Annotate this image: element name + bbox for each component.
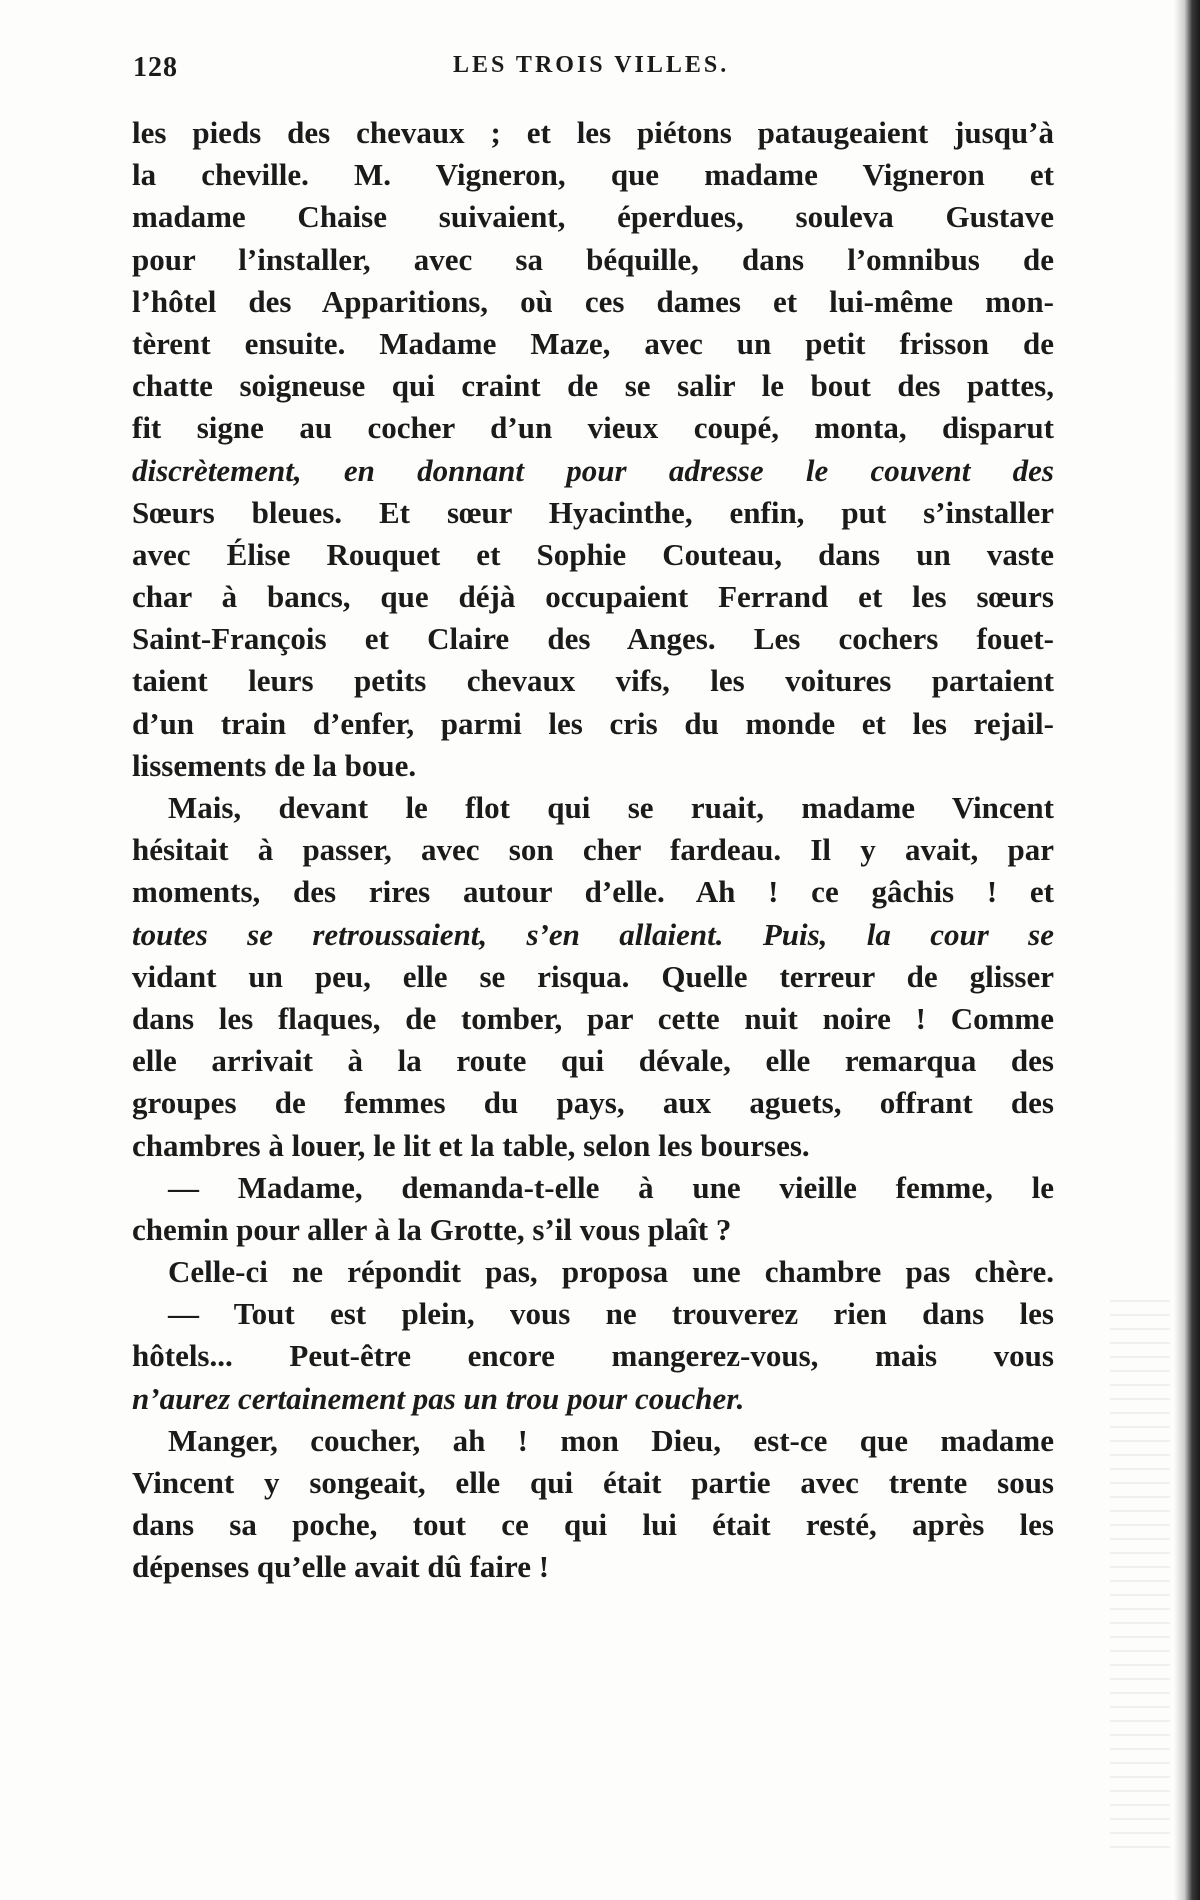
text-line: elle arrivait à la route qui dévale, elle remarqua des [132,1043,1054,1079]
text-line: vidant un peu, elle se risqua. Quelle terreur de glisser [132,958,1054,994]
text-line: dépenses qu’elle avait dû faire ! [132,1549,550,1585]
text-line: Celle-ci ne répondit pas, proposa une chambre pas chère. [168,1254,1054,1290]
text-line: discrètement, en donnant pour adresse le couvent des [132,452,1054,488]
text-line: chatte soigneuse qui craint de se salir le bout des pattes, [132,368,1054,404]
text-line: la cheville. M. Vigneron, que madame Vigneron et [132,157,1054,193]
page-edge-shadow [1174,0,1200,1900]
page-number: 128 [133,52,178,83]
text-line: taient leurs petits chevaux vifs, les voitures partaient [132,663,1054,699]
text-line: dans les flaques, de tomber, par cette nuit noire ! Comme [132,1000,1054,1036]
text-line: Vincent y songeait, elle qui était partie avec trente sous [132,1465,1054,1500]
page-edge-speckle [1110,1300,1170,1860]
text-line: hôtels... Peut-être encore mangerez-vous, mais vous [132,1338,1054,1374]
text-line: Sœurs bleues. Et sœur Hyacinthe, enfin, put s’installer [132,494,1054,530]
text-line: chemin pour aller à la Grotte, s’il vous plaît ? [132,1211,732,1247]
text-line: les pieds des chevaux ; et les piétons pataugeaient jusqu’à [132,115,1054,150]
text-line: n’aurez certainement pas un trou pour coucher. [132,1380,745,1416]
text-line: Manger, coucher, ah ! mon Dieu, est-ce que madame [168,1422,1054,1458]
text-line: — Tout est plein, vous ne trouverez rien dans les [168,1296,1054,1332]
text-line: d’un train d’enfer, parmi les cris du monde et les rejail- [132,705,1054,741]
text-line: dans sa poche, tout ce qui lui était resté, après les [132,1507,1054,1543]
text-line: Mais, devant le flot qui se ruait, madame Vincent [168,790,1054,825]
text-line: toutes se retroussaient, s’en allaient. Puis, la cour se [132,916,1054,952]
text-line: madame Chaise suivaient, éperdues, souleva Gustave [132,199,1054,235]
text-line: lissements de la boue. [132,747,417,783]
text-line: moments, des rires autour d’elle. Ah ! ce gâchis ! et [132,874,1054,910]
text-line: l’hôtel des Apparitions, où ces dames et lui-même mon- [132,283,1054,319]
text-line: chambres à louer, le lit et la table, selon les bourses. [132,1127,810,1163]
text-line: pour l’installer, avec sa béquille, dans l’omnibus de [132,241,1054,277]
running-title: LES TROIS VILLES. [453,52,730,78]
text-line: groupes de femmes du pays, aux aguets, offrant des [132,1085,1054,1121]
text-line: Saint-François et Claire des Anges. Les cochers fouet- [132,621,1054,657]
text-line: hésitait à passer, avec son cher fardeau. Il y avait, par [132,832,1054,868]
body-text [132,112,1054,1589]
text-line: avec Élise Rouquet et Sophie Couteau, dans un vaste [132,536,1054,572]
text-line: — Madame, demanda-t-elle à une vieille femme, le [168,1169,1054,1205]
text-line: char à bancs, que déjà occupaient Ferrand et les sœurs [132,579,1054,615]
text-line: tèrent ensuite. Madame Maze, avec un petit frisson de [132,325,1054,361]
running-head [133,52,1043,92]
text-line: fit signe au cocher d’un vieux coupé, monta, disparut [132,410,1054,446]
